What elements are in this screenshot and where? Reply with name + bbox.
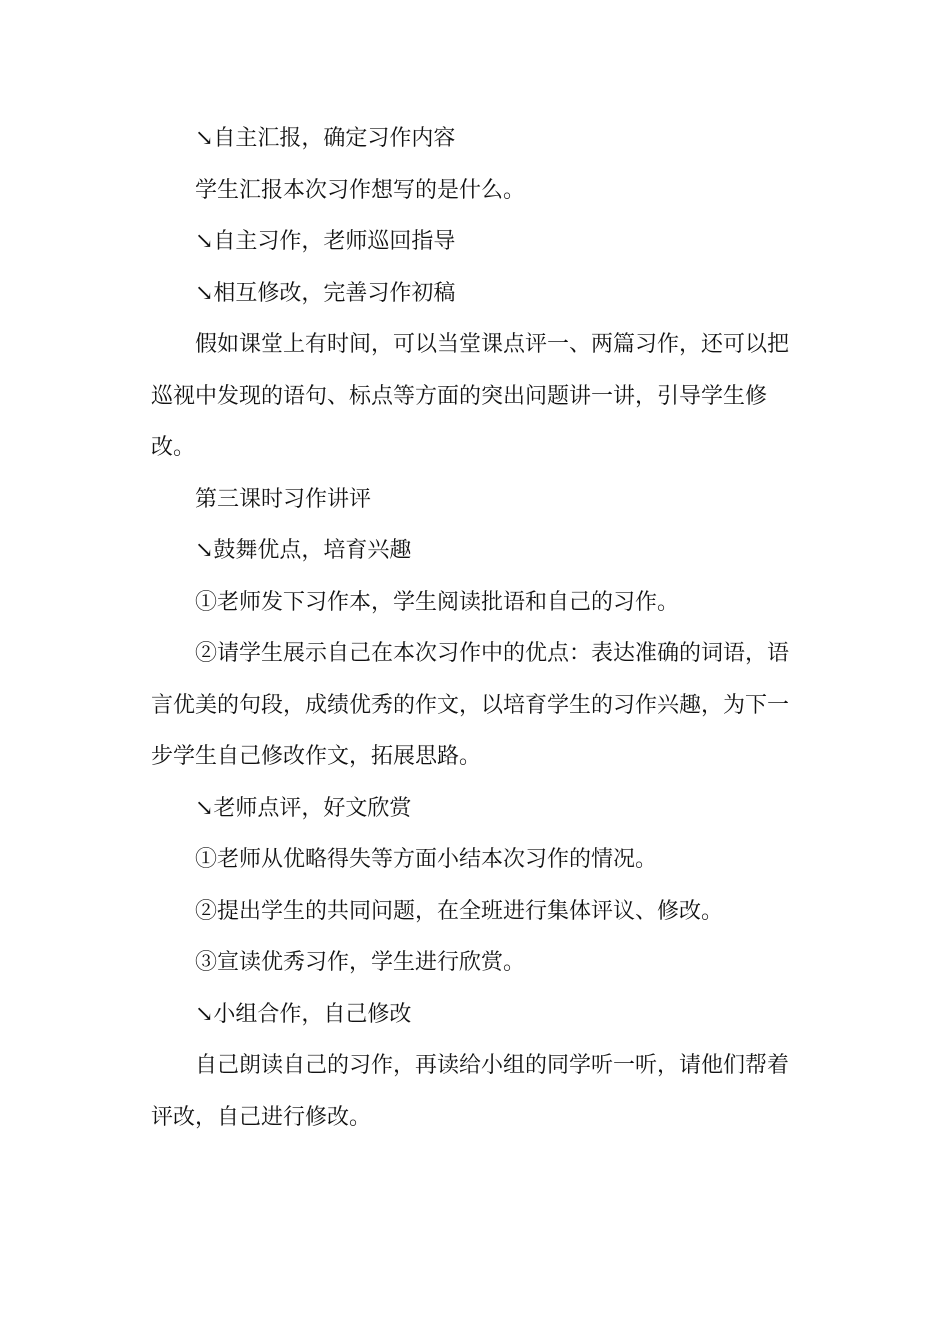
- paragraph-heading-self-report: ↘自主汇报，确定习作内容: [195, 126, 456, 151]
- paragraph-item-common-problems: ②提出学生的共同问题，在全班进行集体评议、修改。: [195, 898, 724, 924]
- paragraph-heading-self-writing: ↘自主习作，老师巡回指导: [195, 229, 456, 254]
- paragraph-student-report: 学生汇报本次习作想写的是什么。: [195, 177, 526, 203]
- paragraph-lesson-three-title: 第三课时习作讲评: [195, 486, 372, 512]
- paragraph-item-hand-out: ①老师发下习作本，学生阅读批语和自己的习作。: [195, 589, 680, 615]
- paragraph-heading-encourage-strengths: ↘鼓舞优点，培育兴趣: [195, 538, 412, 563]
- paragraph-heading-mutual-revision: ↘相互修改，完善习作初稿: [195, 280, 456, 306]
- paragraph-heading-group-work: ↘小组合作，自己修改: [195, 1001, 412, 1027]
- paragraph-self-read-revise: 自己朗读自己的习作，再读给小组的同学听一听，请他们帮着评改，自己进行修改。: [151, 1053, 790, 1130]
- document-body: [151, 113, 801, 1143]
- paragraph-item-read-excellent: ③宣读优秀习作，学生进行欣赏。: [195, 950, 526, 975]
- paragraph-heading-teacher-review: ↘老师点评，好文欣赏: [195, 795, 412, 821]
- paragraph-class-time-review: 假如课堂上有时间，可以当堂课点评一、两篇习作，还可以把巡视中发现的语句、标点等方面的突出问题讲一讲，引导学生修改。: [151, 332, 790, 460]
- paragraph-item-show-strengths: ②请学生展示自己在本次习作中的优点：表达准确的词语，语言优美的句段，成绩优秀的作文，以培育学生的习作兴趣，为下一步学生自己修改作文，拓展思路。: [151, 641, 790, 769]
- paragraph-item-summary: ①老师从优略得失等方面小结本次习作的情况。: [195, 847, 658, 872]
